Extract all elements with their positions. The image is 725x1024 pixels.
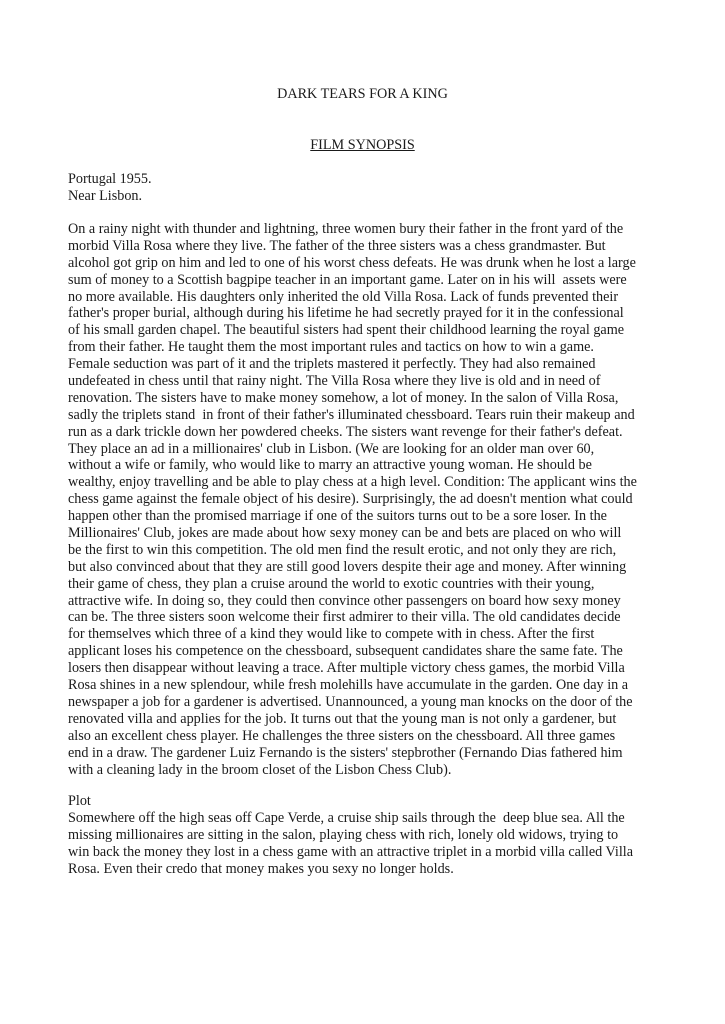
synopsis-line: of his small garden chapel. The beautiful sisters had spent their childhood learning the royal game <box>68 322 625 339</box>
synopsis-line: morbid Villa Rosa where they live. The father of the three sisters was a chess grandmaster. But <box>68 237 606 254</box>
synopsis-line: sadly the triplets stand in front of their father's illuminated chessboard. Tears ruin their makeup and <box>68 406 635 423</box>
synopsis-line: end in a draw. The gardener Luiz Fernando is the sisters' stepbrother (Fernando Dias fathered him <box>68 744 623 761</box>
plot-section <box>68 793 668 877</box>
synopsis-line: from their father. He taught them the most important rules and tactics on how to win a game. <box>68 339 594 356</box>
synopsis-line: happen other than the promised marriage if one of the suitors turns out to be a sore loser. In the <box>68 508 607 525</box>
synopsis-line: wealthy, enjoy travelling and be able to play chess at a high level. Condition: The applicant wins the <box>68 474 637 491</box>
location-line: Portugal 1955. <box>68 171 152 187</box>
document-title: DARK TEARS FOR A KING <box>277 86 448 102</box>
plot-heading: Plot <box>68 793 91 809</box>
synopsis-line: but also convinced about that they are still good lovers despite their age and money. After winning <box>68 558 627 575</box>
synopsis-line: without a wife or family, who would like to marry an attractive young woman. He should be <box>68 457 592 474</box>
synopsis-line: for themselves which three of a kind they would like to compete with in chess. After the first <box>68 626 595 643</box>
synopsis-line: undefeated in chess until that rainy night. The Villa Rosa where they live is old and in need of <box>68 373 601 390</box>
synopsis-line: attractive wife. In doing so, they could then convince other passengers on board how sexy money <box>68 592 621 609</box>
synopsis-line: applicant loses his competence on the chessboard, subsequent candidates share the same fate. The <box>68 643 623 660</box>
location-line: Near Lisbon. <box>68 187 143 204</box>
subtitle-text: FILM SYNOPSIS <box>310 137 415 153</box>
synopsis-line: losers then disappear without leaving a trace. After multiple victory chess games, the morbid Villa <box>68 660 625 677</box>
synopsis-line: Millionaires' Club, jokes are made about how sexy money can be and bets are placed on who will <box>68 525 622 542</box>
synopsis-line: renovation. The sisters have to make money somehow, a lot of money. In the salon of Villa Rosa, <box>68 389 619 406</box>
synopsis-line: their game of chess, they plan a cruise around the world to exotic countries with their young, <box>68 575 595 592</box>
synopsis-line: with a cleaning lady in the broom closet of the Lisbon Chess Club). <box>68 761 452 778</box>
synopsis-line: On a rainy night with thunder and lightning, three women bury their father in the front yard of the <box>68 221 624 237</box>
synopsis-line: can be. The three sisters soon welcome their first admirer to their villa. The old candidates decide <box>68 609 621 626</box>
plot-line: win back the money they lost in a chess game with an attractive triplet in a morbid villa called Villa <box>68 843 634 860</box>
synopsis-line: They place an ad in a millionaires' club in Lisbon. (We are looking for an older man over 60, <box>68 440 595 457</box>
synopsis-line: sum of money to a Scottish bagpipe teacher in an important game. Later on in his will assets were <box>68 271 627 288</box>
synopsis-line: alcohol got grip on him and led to one of his worst chess defeats. He was drunk when he lost a large <box>68 254 636 271</box>
synopsis-line: no more available. His daughters only inherited the old Villa Rosa. Lack of funds prevented their <box>68 288 619 305</box>
synopsis-line: father's proper burial, although during his lifetime he had secretly prayed for it in the confessional <box>68 305 624 322</box>
plot-line: Rosa. Even their credo that money makes you sexy no longer holds. <box>68 860 454 877</box>
synopsis-line: newspaper a job for a gardener is advertised. Unannounced, a young man knocks on the door of the <box>68 693 633 710</box>
synopsis-line: run as a dark trickle down her powdered cheeks. The sisters want revenge for their father's defeat. <box>68 423 623 440</box>
plot-line: missing millionaires are sitting in the salon, playing chess with rich, lonely old widows, trying to <box>68 826 619 843</box>
synopsis-line: chess game against the female object of his desire). Surprisingly, the ad doesn't mention what could <box>68 491 633 508</box>
synopsis-line: Female seduction was part of it and the triplets mastered it perfectly. They had also remained <box>68 356 596 373</box>
location-block <box>68 171 668 205</box>
synopsis-line: Rosa shines in a new splendour, while fresh molehills have accumulate in the garden. One day in a <box>68 677 629 694</box>
plot-line: Somewhere off the high seas off Cape Verde, a cruise ship sails through the deep blue sea. All the <box>68 809 625 826</box>
synopsis-paragraph <box>68 221 668 778</box>
synopsis-line: be the first to win this competition. The old men find the result erotic, and not only they are rich, <box>68 541 617 558</box>
synopsis-line: also an excellent chess player. He challenges the three sisters on the chessboard. All three games <box>68 727 616 744</box>
synopsis-line: renovated villa and applies for the job. It turns out that the young man is not only a gardener, but <box>68 710 617 727</box>
document-subtitle <box>0 137 725 154</box>
